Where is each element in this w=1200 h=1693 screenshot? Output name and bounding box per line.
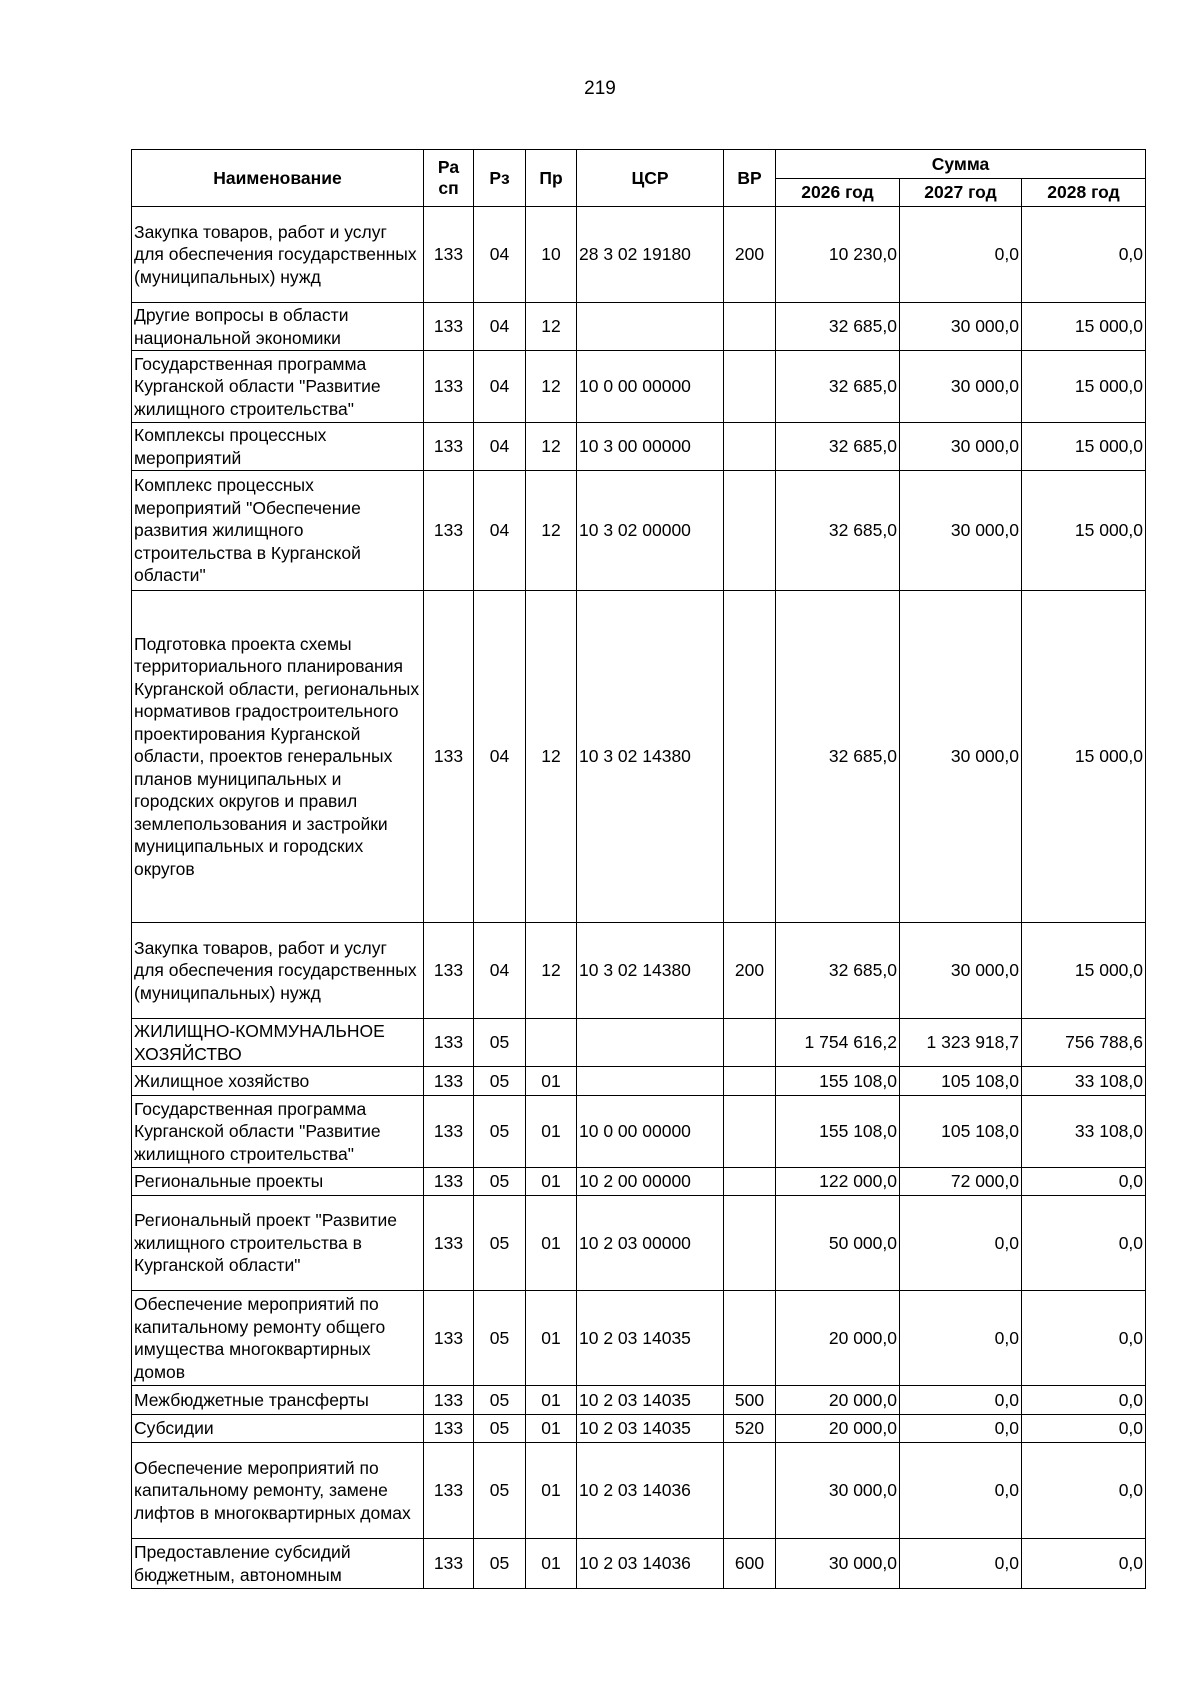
row-rz: 05 — [474, 1539, 526, 1589]
table-row — [132, 1067, 1146, 1096]
row-vr — [724, 591, 776, 923]
table-row — [132, 351, 1146, 423]
row-pr: 12 — [526, 423, 577, 471]
budget-table — [131, 149, 1146, 1589]
row-sum-2026: 50 000,0 — [776, 1196, 900, 1291]
table-row — [132, 1443, 1146, 1539]
table-row — [132, 207, 1146, 303]
row-sum-2026: 155 108,0 — [776, 1096, 900, 1168]
row-sum-2027: 105 108,0 — [900, 1096, 1022, 1168]
row-csr: 28 3 02 19180 — [577, 207, 724, 303]
header-name: Наименование — [132, 150, 424, 207]
row-sum-2026: 10 230,0 — [776, 207, 900, 303]
row-name: Другие вопросы в области национальной экономики — [132, 303, 424, 351]
row-rz: 04 — [474, 423, 526, 471]
row-rasp: 133 — [424, 471, 474, 591]
row-csr: 10 3 02 00000 — [577, 471, 724, 591]
row-rz: 05 — [474, 1067, 526, 1096]
row-rasp: 133 — [424, 1096, 474, 1168]
row-sum-2027: 30 000,0 — [900, 923, 1022, 1019]
row-sum-2027: 105 108,0 — [900, 1067, 1022, 1096]
table-row — [132, 591, 1146, 923]
row-sum-2027: 1 323 918,7 — [900, 1019, 1022, 1067]
row-name: Субсидии — [132, 1415, 424, 1443]
table-row — [132, 303, 1146, 351]
row-name: Региональные проекты — [132, 1168, 424, 1196]
row-csr: 10 3 02 14380 — [577, 923, 724, 1019]
row-csr: 10 2 03 14036 — [577, 1539, 724, 1589]
row-rz: 05 — [474, 1415, 526, 1443]
row-rasp: 133 — [424, 1067, 474, 1096]
row-rasp: 133 — [424, 1291, 474, 1386]
row-rasp: 133 — [424, 207, 474, 303]
row-sum-2026: 32 685,0 — [776, 303, 900, 351]
row-vr: 200 — [724, 207, 776, 303]
row-pr: 10 — [526, 207, 577, 303]
row-vr: 500 — [724, 1386, 776, 1415]
row-sum-2028: 33 108,0 — [1022, 1096, 1146, 1168]
row-vr — [724, 471, 776, 591]
header-year-2028: 2028 год — [1022, 179, 1146, 207]
row-vr — [724, 1168, 776, 1196]
row-pr: 12 — [526, 351, 577, 423]
row-rasp: 133 — [424, 1386, 474, 1415]
row-rz: 05 — [474, 1386, 526, 1415]
row-rasp: 133 — [424, 303, 474, 351]
row-name: Предоставление субсидий бюджетным, автономным — [132, 1539, 424, 1589]
row-vr — [724, 1067, 776, 1096]
row-rz: 05 — [474, 1019, 526, 1067]
row-sum-2028: 15 000,0 — [1022, 923, 1146, 1019]
row-pr: 01 — [526, 1196, 577, 1291]
row-name: Региональный проект "Развитие жилищного строительства в Курганской области" — [132, 1196, 424, 1291]
row-rasp: 133 — [424, 1196, 474, 1291]
row-sum-2026: 32 685,0 — [776, 923, 900, 1019]
row-sum-2027: 0,0 — [900, 1539, 1022, 1589]
header-pr: Пр — [526, 150, 577, 207]
row-name: Жилищное хозяйство — [132, 1067, 424, 1096]
row-rasp: 133 — [424, 1539, 474, 1589]
row-csr: 10 2 03 00000 — [577, 1196, 724, 1291]
row-vr — [724, 351, 776, 423]
row-sum-2027: 0,0 — [900, 1415, 1022, 1443]
row-vr — [724, 1096, 776, 1168]
row-sum-2027: 30 000,0 — [900, 303, 1022, 351]
row-sum-2027: 30 000,0 — [900, 423, 1022, 471]
row-sum-2027: 72 000,0 — [900, 1168, 1022, 1196]
row-sum-2026: 155 108,0 — [776, 1067, 900, 1096]
row-sum-2027: 30 000,0 — [900, 471, 1022, 591]
row-csr: 10 3 00 00000 — [577, 423, 724, 471]
row-rz: 05 — [474, 1443, 526, 1539]
row-pr: 01 — [526, 1415, 577, 1443]
row-name: Межбюджетные трансферты — [132, 1386, 424, 1415]
row-rz: 05 — [474, 1168, 526, 1196]
row-sum-2026: 20 000,0 — [776, 1386, 900, 1415]
row-sum-2028: 0,0 — [1022, 1386, 1146, 1415]
row-csr: 10 0 00 00000 — [577, 351, 724, 423]
row-sum-2026: 32 685,0 — [776, 351, 900, 423]
row-csr: 10 2 03 14036 — [577, 1443, 724, 1539]
row-name: ЖИЛИЩНО-КОММУНАЛЬНОЕ ХОЗЯЙСТВО — [132, 1019, 424, 1067]
row-name: Обеспечение мероприятий по капитальному ремонту общего имущества многоквартирных домов — [132, 1291, 424, 1386]
header-year-2027: 2027 год — [900, 179, 1022, 207]
row-rasp: 133 — [424, 423, 474, 471]
row-sum-2026: 32 685,0 — [776, 471, 900, 591]
row-csr: 10 2 00 00000 — [577, 1168, 724, 1196]
row-sum-2028: 33 108,0 — [1022, 1067, 1146, 1096]
table-row — [132, 1386, 1146, 1415]
table-row — [132, 1096, 1146, 1168]
row-rz: 05 — [474, 1096, 526, 1168]
row-rz: 05 — [474, 1291, 526, 1386]
row-sum-2026: 30 000,0 — [776, 1443, 900, 1539]
row-sum-2028: 0,0 — [1022, 1443, 1146, 1539]
row-sum-2026: 32 685,0 — [776, 423, 900, 471]
row-name: Государственная программа Курганской области "Развитие жилищного строительства" — [132, 1096, 424, 1168]
row-csr — [577, 1019, 724, 1067]
row-sum-2026: 32 685,0 — [776, 591, 900, 923]
row-vr: 600 — [724, 1539, 776, 1589]
row-vr — [724, 1019, 776, 1067]
table-row — [132, 1415, 1146, 1443]
row-vr — [724, 1443, 776, 1539]
row-vr — [724, 1291, 776, 1386]
row-pr: 01 — [526, 1168, 577, 1196]
row-sum-2028: 15 000,0 — [1022, 351, 1146, 423]
table-row — [132, 423, 1146, 471]
table-row — [132, 1291, 1146, 1386]
row-pr: 01 — [526, 1067, 577, 1096]
row-csr: 10 0 00 00000 — [577, 1096, 724, 1168]
row-sum-2027: 0,0 — [900, 1196, 1022, 1291]
row-sum-2027: 0,0 — [900, 1291, 1022, 1386]
row-csr — [577, 303, 724, 351]
row-sum-2028: 0,0 — [1022, 1168, 1146, 1196]
row-csr: 10 2 03 14035 — [577, 1291, 724, 1386]
row-vr — [724, 423, 776, 471]
row-rz: 04 — [474, 471, 526, 591]
header-sum: Сумма — [776, 150, 1146, 179]
row-sum-2027: 30 000,0 — [900, 351, 1022, 423]
row-sum-2028: 15 000,0 — [1022, 423, 1146, 471]
row-sum-2028: 15 000,0 — [1022, 471, 1146, 591]
row-pr — [526, 1019, 577, 1067]
row-name: Комплекс процессных мероприятий "Обеспечение развития жилищного строительства в Курганской области" — [132, 471, 424, 591]
row-pr: 12 — [526, 591, 577, 923]
row-rasp: 133 — [424, 1415, 474, 1443]
row-rasp: 133 — [424, 351, 474, 423]
header-rz: Рз — [474, 150, 526, 207]
row-sum-2028: 756 788,6 — [1022, 1019, 1146, 1067]
row-rasp: 133 — [424, 1019, 474, 1067]
row-rz: 05 — [474, 1196, 526, 1291]
row-sum-2028: 15 000,0 — [1022, 303, 1146, 351]
row-sum-2028: 15 000,0 — [1022, 591, 1146, 923]
row-pr: 01 — [526, 1443, 577, 1539]
header-csr: ЦСР — [577, 150, 724, 207]
row-sum-2026: 30 000,0 — [776, 1539, 900, 1589]
row-rasp: 133 — [424, 591, 474, 923]
row-sum-2028: 0,0 — [1022, 207, 1146, 303]
row-name: Подготовка проекта схемы территориального планирования Курганской области, региональных нормативов градостроительного проектирования Курганской области, проектов генеральных планов муниципальных и городских округов и правил землепользования и застройки муниципальных и городских округов — [132, 591, 424, 923]
row-rz: 04 — [474, 207, 526, 303]
row-vr: 200 — [724, 923, 776, 1019]
row-name: Комплексы процессных мероприятий — [132, 423, 424, 471]
row-pr: 12 — [526, 303, 577, 351]
row-rz: 04 — [474, 351, 526, 423]
row-csr: 10 3 02 14380 — [577, 591, 724, 923]
header-vr: ВР — [724, 150, 776, 207]
row-rz: 04 — [474, 591, 526, 923]
row-vr — [724, 1196, 776, 1291]
table-row — [132, 923, 1146, 1019]
table-header — [132, 150, 1146, 207]
header-rasp — [424, 150, 474, 207]
row-pr: 01 — [526, 1539, 577, 1589]
row-name: Обеспечение мероприятий по капитальному ремонту, замене лифтов в многоквартирных домах — [132, 1443, 424, 1539]
table-body — [132, 207, 1146, 1589]
row-pr: 01 — [526, 1291, 577, 1386]
table-row — [132, 1168, 1146, 1196]
row-rasp: 133 — [424, 1168, 474, 1196]
row-sum-2027: 0,0 — [900, 207, 1022, 303]
table-row — [132, 1196, 1146, 1291]
row-sum-2027: 0,0 — [900, 1386, 1022, 1415]
header-rasp-line1: Ра — [437, 157, 460, 177]
row-sum-2028: 0,0 — [1022, 1291, 1146, 1386]
row-csr — [577, 1067, 724, 1096]
row-csr: 10 2 03 14035 — [577, 1386, 724, 1415]
row-rz: 04 — [474, 303, 526, 351]
row-sum-2026: 20 000,0 — [776, 1291, 900, 1386]
row-name: Государственная программа Курганской области "Развитие жилищного строительства" — [132, 351, 424, 423]
page-number: 219 — [584, 78, 616, 99]
row-vr: 520 — [724, 1415, 776, 1443]
table-row — [132, 1539, 1146, 1589]
table-row — [132, 471, 1146, 591]
row-sum-2028: 0,0 — [1022, 1196, 1146, 1291]
row-pr: 01 — [526, 1386, 577, 1415]
row-pr: 12 — [526, 923, 577, 1019]
row-sum-2028: 0,0 — [1022, 1415, 1146, 1443]
row-sum-2028: 0,0 — [1022, 1539, 1146, 1589]
row-rz: 04 — [474, 923, 526, 1019]
row-sum-2026: 1 754 616,2 — [776, 1019, 900, 1067]
row-name: Закупка товаров, работ и услуг для обеспечения государственных (муниципальных) нужд — [132, 923, 424, 1019]
row-csr: 10 2 03 14035 — [577, 1415, 724, 1443]
row-rasp: 133 — [424, 923, 474, 1019]
row-sum-2027: 30 000,0 — [900, 591, 1022, 923]
row-pr: 01 — [526, 1096, 577, 1168]
header-year-2026: 2026 год — [776, 179, 900, 207]
row-sum-2026: 122 000,0 — [776, 1168, 900, 1196]
row-rasp: 133 — [424, 1443, 474, 1539]
row-name: Закупка товаров, работ и услуг для обеспечения государственных (муниципальных) нужд — [132, 207, 424, 303]
table-row — [132, 1019, 1146, 1067]
row-sum-2027: 0,0 — [900, 1443, 1022, 1539]
row-pr: 12 — [526, 471, 577, 591]
row-vr — [724, 303, 776, 351]
header-rasp-line2: сп — [438, 178, 459, 198]
row-sum-2026: 20 000,0 — [776, 1415, 900, 1443]
